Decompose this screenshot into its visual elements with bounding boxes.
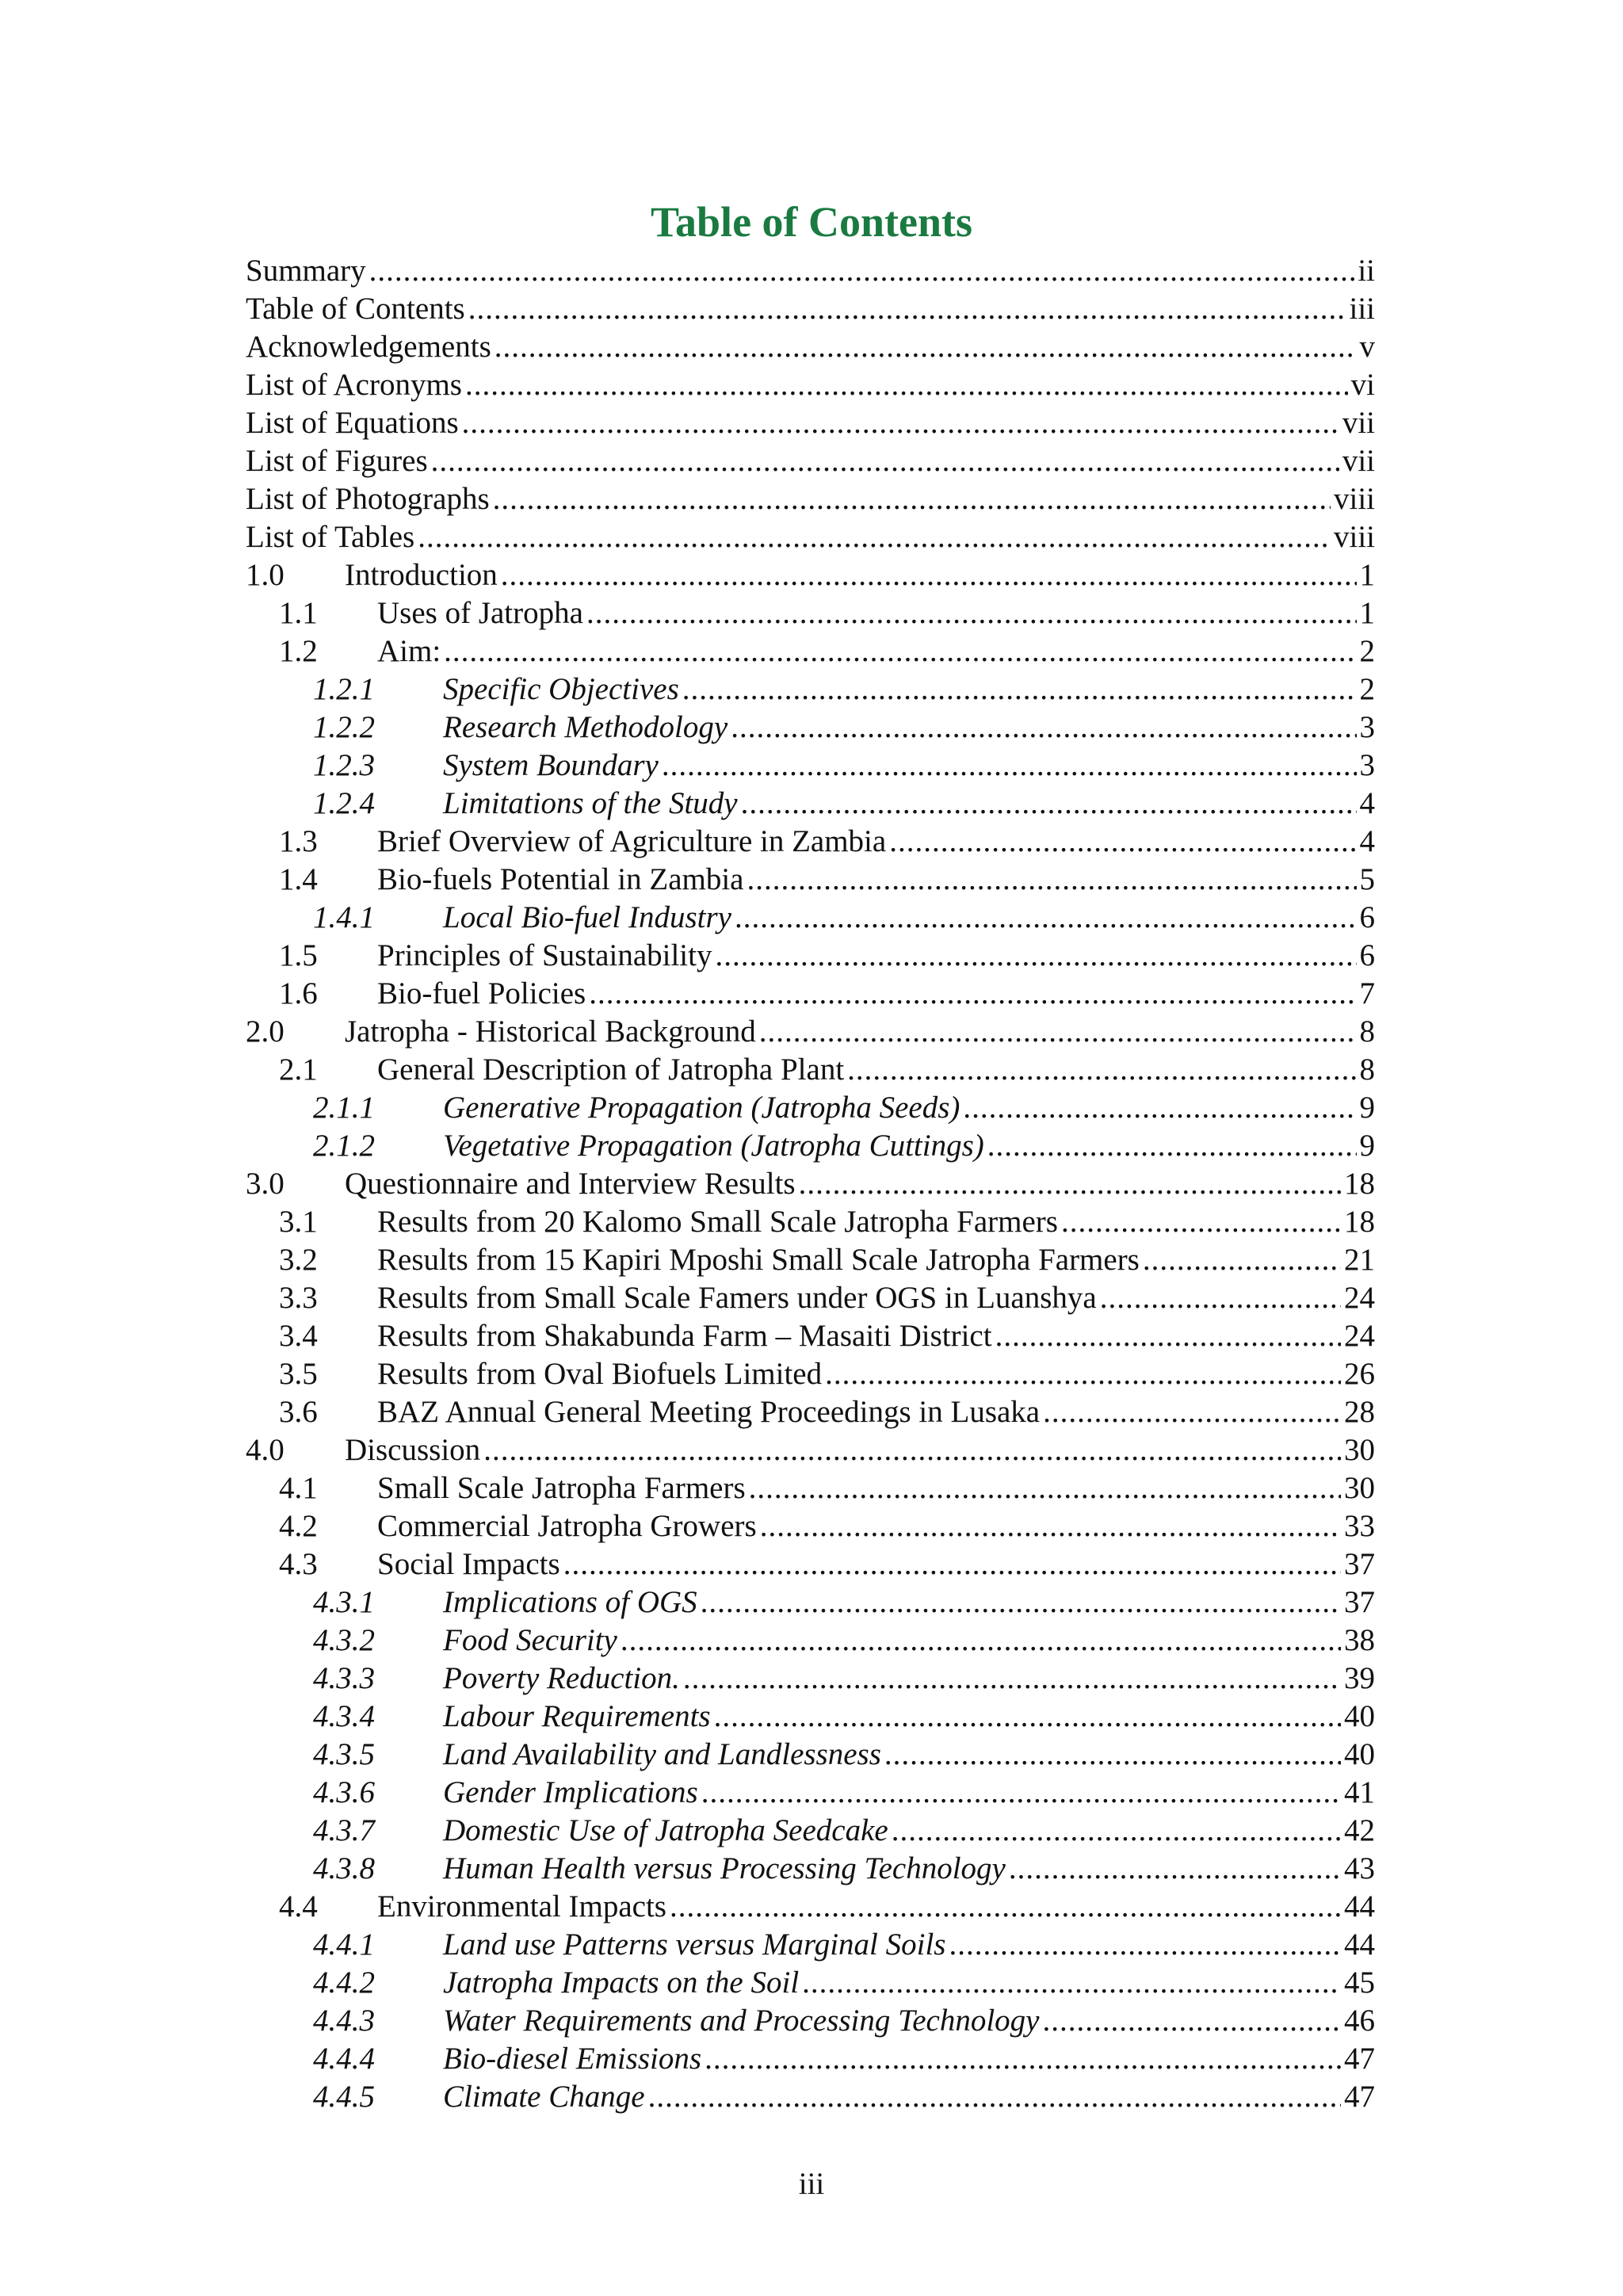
toc-entry-label: Generative Propagation (Jatropha Seeds)	[443, 1091, 960, 1125]
toc-entry-page: 42	[1344, 1813, 1375, 1847]
toc-entry-label: Implications of OGS	[443, 1585, 697, 1619]
toc-entry-label: Results from 15 Kapiri Mposhi Small Scale Jatropha Farmers	[377, 1243, 1140, 1277]
toc-dot-leader	[847, 1051, 1356, 1089]
toc-entry-label: Poverty Reduction.	[443, 1661, 680, 1695]
toc-entry[interactable]	[313, 1774, 1375, 1812]
toc-entry[interactable]	[279, 1545, 1375, 1584]
toc-dot-leader	[987, 1127, 1357, 1165]
toc-dot-leader	[468, 290, 1346, 328]
toc-dot-leader	[444, 632, 1356, 670]
toc-entry-label: Vegetative Propagation (Jatropha Cuttings)	[443, 1129, 984, 1163]
toc-entry[interactable]	[246, 442, 1375, 480]
toc-dot-leader	[495, 328, 1357, 366]
toc-dot-leader	[749, 1469, 1341, 1507]
toc-entry[interactable]	[279, 1279, 1375, 1317]
toc-entry-number: 3.3	[279, 1281, 318, 1315]
toc-entry-number: 1.2.2	[313, 710, 375, 744]
toc-dot-leader	[1043, 1393, 1341, 1431]
toc-entry-page: 37	[1344, 1585, 1375, 1619]
toc-dot-leader	[465, 366, 1348, 404]
toc-entry-number: 4.1	[279, 1471, 318, 1505]
toc-entry-label: List of Acronyms	[246, 368, 462, 402]
toc-dot-leader	[431, 442, 1339, 480]
toc-entry-number: 4.3.7	[313, 1813, 375, 1847]
toc-entry-label: Brief Overview of Agriculture in Zambia	[377, 824, 887, 858]
toc-entry-label: Human Health versus Processing Technology	[443, 1851, 1006, 1885]
toc-dot-leader	[741, 785, 1357, 823]
toc-entry-number: 1.0	[246, 558, 285, 592]
toc-entry-number: 4.3.2	[313, 1623, 375, 1657]
toc-entry-label: Questionnaire and Interview Results	[345, 1167, 796, 1201]
toc-entry-page: 2	[1359, 634, 1375, 668]
toc-entry-label: Principles of Sustainability	[377, 938, 712, 972]
toc-entry-label: Local Bio-fuel Industry	[443, 900, 731, 934]
toc-entry-label: BAZ Annual General Meeting Proceedings in Lusaka	[377, 1395, 1041, 1429]
toc-dot-leader	[1061, 1203, 1341, 1241]
toc-entry-page: 21	[1344, 1243, 1375, 1277]
toc-entry[interactable]	[246, 328, 1375, 366]
toc-entry-page: 4	[1359, 824, 1375, 858]
toc-entry-number: 1.4.1	[313, 900, 375, 934]
toc-entry[interactable]	[313, 1964, 1375, 2002]
toc-entry[interactable]	[313, 1660, 1375, 1698]
toc-entry-number: 4.4.3	[313, 2004, 375, 2038]
toc-entry[interactable]	[246, 290, 1375, 328]
toc-entry[interactable]	[279, 1241, 1375, 1279]
toc-entry-page: 40	[1344, 1699, 1375, 1733]
toc-entry-page: 8	[1359, 1014, 1375, 1049]
toc-entry[interactable]	[246, 556, 1375, 594]
toc-entry-label: Labour Requirements	[443, 1699, 711, 1733]
toc-dot-leader	[802, 1964, 1341, 2002]
toc-entry[interactable]	[279, 1203, 1375, 1241]
toc-dot-leader	[889, 823, 1356, 861]
toc-entry-number: 4.4.4	[313, 2042, 375, 2076]
toc-entry[interactable]	[313, 899, 1375, 937]
toc-entry-page: 6	[1359, 900, 1375, 934]
toc-entry[interactable]	[246, 1431, 1375, 1469]
toc-entry-page: 1	[1359, 596, 1375, 630]
toc-entry[interactable]	[246, 480, 1375, 518]
toc-entry-label: Results from 20 Kalomo Small Scale Jatropha Farmers	[377, 1205, 1058, 1239]
toc-entry-number: 4.3.6	[313, 1775, 375, 1809]
toc-entry-page: 26	[1344, 1357, 1375, 1391]
toc-dot-leader	[462, 404, 1339, 442]
toc-entry-page: 6	[1359, 938, 1375, 972]
toc-entry-label: Bio-fuel Policies	[377, 976, 586, 1010]
toc-dot-leader	[884, 1736, 1341, 1774]
toc-entry[interactable]	[246, 366, 1375, 404]
toc-dot-leader	[731, 709, 1356, 747]
toc-entry[interactable]	[313, 2002, 1375, 2040]
page-title: Table of Contents	[650, 198, 973, 246]
toc-entry-page: 44	[1344, 1889, 1375, 1924]
toc-entry-number: 1.2.3	[313, 748, 375, 782]
toc-entry-number: 1.2.4	[313, 786, 375, 820]
toc-entry[interactable]	[313, 1812, 1375, 1850]
toc-entry-label: System Boundary	[443, 748, 659, 782]
toc-entry-page: 2	[1359, 672, 1375, 706]
toc-entry-number: 4.4.5	[313, 2080, 375, 2114]
toc-dot-leader	[683, 1660, 1341, 1698]
toc-dot-leader	[715, 937, 1356, 975]
toc-entry[interactable]	[279, 937, 1375, 975]
toc-entry-page: 39	[1344, 1661, 1375, 1695]
toc-entry-page: viii	[1333, 482, 1375, 516]
toc-entry-label: List of Tables	[246, 520, 415, 554]
toc-entry[interactable]	[246, 404, 1375, 442]
toc-entry-page: 28	[1344, 1395, 1375, 1429]
toc-entry[interactable]	[279, 594, 1375, 632]
toc-entry-label: List of Photographs	[246, 482, 490, 516]
toc-dot-leader	[586, 594, 1357, 632]
toc-entry[interactable]	[246, 1013, 1375, 1051]
toc-entry[interactable]	[279, 632, 1375, 670]
toc-entry[interactable]	[279, 1051, 1375, 1089]
toc-entry-page: iii	[1349, 292, 1375, 326]
toc-dot-leader	[621, 1622, 1341, 1660]
toc-entry[interactable]	[279, 1355, 1375, 1393]
toc-dot-leader	[501, 556, 1357, 594]
toc-entry-number: 2.0	[246, 1014, 285, 1049]
toc-entry-page: 8	[1359, 1052, 1375, 1087]
toc-entry-label: Aim:	[377, 634, 441, 668]
toc-dot-leader	[963, 1089, 1356, 1127]
toc-entry[interactable]	[313, 1926, 1375, 1964]
toc-dot-leader	[483, 1431, 1341, 1469]
toc-entry-page: 47	[1344, 2080, 1375, 2114]
toc-entry-label: List of Figures	[246, 444, 428, 478]
toc-entry-number: 3.2	[279, 1243, 318, 1277]
toc-entry-number: 3.4	[279, 1319, 318, 1353]
toc-dot-leader	[747, 861, 1357, 899]
toc-entry-number: 1.2	[279, 634, 318, 668]
toc-entry-page: vii	[1342, 444, 1375, 478]
toc-entry-page: viii	[1333, 520, 1375, 554]
toc-dot-leader	[589, 975, 1356, 1013]
toc-entry-page: 18	[1344, 1205, 1375, 1239]
toc-dot-leader	[563, 1545, 1341, 1584]
toc-entry-label: Discussion	[345, 1433, 481, 1467]
toc-entry-page: vii	[1342, 406, 1375, 440]
toc-entry[interactable]	[313, 1622, 1375, 1660]
toc-dot-leader	[369, 252, 1355, 290]
toc-entry[interactable]	[279, 1393, 1375, 1431]
toc-dot-leader	[648, 2078, 1341, 2116]
toc-entry-label: Acknowledgements	[246, 330, 491, 364]
toc-entry-number: 1.4	[279, 862, 318, 896]
toc-entry-label: Small Scale Jatropha Farmers	[377, 1471, 746, 1505]
toc-entry-number: 3.1	[279, 1205, 318, 1239]
toc-entry-page: 46	[1344, 2004, 1375, 2038]
toc-dot-leader	[892, 1812, 1341, 1850]
toc-entry-label: Jatropha Impacts on the Soil	[443, 1966, 800, 2000]
toc-entry-number: 4.2	[279, 1509, 318, 1543]
toc-dot-leader	[1143, 1241, 1341, 1279]
toc-entry-number: 1.3	[279, 824, 318, 858]
toc-entry-number: 1.2.1	[313, 672, 375, 706]
toc-entry[interactable]	[313, 2040, 1375, 2078]
toc-entry[interactable]	[313, 1736, 1375, 1774]
toc-dot-leader	[1100, 1279, 1341, 1317]
toc-dot-leader	[701, 1774, 1341, 1812]
toc-entry[interactable]	[279, 823, 1375, 861]
toc-entry-label: Social Impacts	[377, 1547, 560, 1581]
toc-entry-page: vi	[1350, 368, 1375, 402]
toc-entry-label: Results from Oval Biofuels Limited	[377, 1357, 823, 1391]
toc-entry-page: 9	[1359, 1091, 1375, 1125]
toc-entry-page: 37	[1344, 1547, 1375, 1581]
toc-entry-page: 24	[1344, 1319, 1375, 1353]
toc-entry[interactable]	[279, 1317, 1375, 1355]
toc-entry-label: Specific Objectives	[443, 672, 679, 706]
toc-entry-label: Land Availability and Landlessness	[443, 1737, 881, 1771]
toc-entry-label: Introduction	[345, 558, 498, 592]
toc-dot-leader	[949, 1926, 1341, 1964]
toc-entry[interactable]	[279, 1888, 1375, 1926]
toc-dot-leader	[705, 2040, 1341, 2078]
toc-entry[interactable]	[313, 709, 1375, 747]
toc-dot-leader	[995, 1317, 1341, 1355]
toc-entry-page: 30	[1344, 1471, 1375, 1505]
toc-entry-page: 18	[1344, 1167, 1375, 1201]
toc-entry-label: Research Methodology	[443, 710, 728, 744]
toc-entry-label: Summary	[246, 254, 366, 288]
toc-entry[interactable]	[313, 1584, 1375, 1622]
toc-entry-number: 4.3.5	[313, 1737, 375, 1771]
toc-entry-page: 44	[1344, 1927, 1375, 1962]
toc-dot-leader	[714, 1698, 1341, 1736]
toc-entry-label: Uses of Jatropha	[377, 596, 583, 630]
toc-dot-leader	[735, 899, 1357, 937]
toc-dot-leader	[759, 1013, 1357, 1051]
toc-entry-page: 33	[1344, 1509, 1375, 1543]
toc-dot-leader	[682, 670, 1357, 709]
toc-entry-label: Environmental Impacts	[377, 1889, 666, 1924]
toc-entry-page: 9	[1359, 1129, 1375, 1163]
toc-entry-page: 41	[1344, 1775, 1375, 1809]
toc-entry[interactable]	[279, 861, 1375, 899]
toc-entry[interactable]	[246, 518, 1375, 556]
toc-entry-label: Food Security	[443, 1623, 617, 1657]
toc-entry-label: List of Equations	[246, 406, 459, 440]
toc-entry-number: 4.3.3	[313, 1661, 375, 1695]
toc-entry-page: 4	[1359, 786, 1375, 820]
toc-dot-leader	[662, 747, 1357, 785]
toc-dot-leader	[1042, 2002, 1341, 2040]
toc-entry[interactable]	[313, 1089, 1375, 1127]
toc-dot-leader	[825, 1355, 1341, 1393]
toc-entry-label: Bio-fuels Potential in Zambia	[377, 862, 744, 896]
toc-entry[interactable]	[313, 2078, 1375, 2116]
toc-entry-label: Results from Shakabunda Farm – Masaiti District	[377, 1319, 992, 1353]
page-number: iii	[798, 2167, 825, 2201]
toc-entry-label: Climate Change	[443, 2080, 645, 2114]
toc-entry[interactable]	[246, 1165, 1375, 1203]
toc-entry-number: 4.0	[246, 1433, 285, 1467]
toc-entry-number: 1.1	[279, 596, 318, 630]
toc-entry-page: 5	[1359, 862, 1375, 896]
toc-entry-page: 3	[1359, 748, 1375, 782]
toc-entry[interactable]	[313, 785, 1375, 823]
toc-entry-label: Results from Small Scale Famers under OGS in Luanshya	[377, 1281, 1097, 1315]
toc-entry-page: 24	[1344, 1281, 1375, 1315]
toc-entry[interactable]	[313, 670, 1375, 709]
toc-entry-page: 3	[1359, 710, 1375, 744]
toc-entry-page: 43	[1344, 1851, 1375, 1885]
toc-entry-page: 38	[1344, 1623, 1375, 1657]
toc-entry-label: Domestic Use of Jatropha Seedcake	[443, 1813, 888, 1847]
toc-entry-page: 47	[1344, 2042, 1375, 2076]
toc-entry[interactable]	[313, 1850, 1375, 1888]
toc-entry-page: 30	[1344, 1433, 1375, 1467]
toc-dot-leader	[670, 1888, 1341, 1926]
toc-dot-leader	[760, 1507, 1341, 1545]
toc-entry-number: 2.1	[279, 1052, 318, 1087]
toc-entry-number: 1.5	[279, 938, 318, 972]
toc-dot-leader	[418, 518, 1331, 556]
toc-dot-leader	[1009, 1850, 1341, 1888]
toc-entry-number: 1.6	[279, 976, 318, 1010]
toc-entry-label: Land use Patterns versus Marginal Soils	[443, 1927, 946, 1962]
toc-entry-number: 4.4.1	[313, 1927, 375, 1962]
toc-entry[interactable]	[279, 1469, 1375, 1507]
toc-entry-label: Water Requirements and Processing Technology	[443, 2004, 1040, 2038]
toc-entry-label: Gender Implications	[443, 1775, 698, 1809]
toc-entry-page: 7	[1359, 976, 1375, 1010]
toc-entry-number: 4.4.2	[313, 1966, 375, 2000]
toc-entry-page: 40	[1344, 1737, 1375, 1771]
toc-entry-number: 4.3.8	[313, 1851, 375, 1885]
toc-dot-leader	[493, 480, 1331, 518]
toc-entry-page: 45	[1344, 1966, 1375, 2000]
toc-entry-label: Commercial Jatropha Growers	[377, 1509, 757, 1543]
toc-entry-number: 4.4	[279, 1889, 318, 1924]
toc-entry-number: 4.3.1	[313, 1585, 375, 1619]
toc-entry-page: v	[1359, 330, 1375, 364]
toc-entry-label: General Description of Jatropha Plant	[377, 1052, 845, 1087]
toc-entry[interactable]	[313, 747, 1375, 785]
toc-dot-leader	[799, 1165, 1341, 1203]
toc-entry-number: 3.5	[279, 1357, 318, 1391]
toc-entry-number: 2.1.1	[313, 1091, 375, 1125]
toc-entry-label: Limitations of the Study	[443, 786, 738, 820]
toc-entry-number: 4.3	[279, 1547, 318, 1581]
toc-entry[interactable]	[313, 1127, 1375, 1165]
toc-entry-label: Jatropha - Historical Background	[345, 1014, 756, 1049]
toc-entry[interactable]	[313, 1698, 1375, 1736]
toc-entry-number: 2.1.2	[313, 1129, 375, 1163]
toc-entry-label: Bio-diesel Emissions	[443, 2042, 702, 2076]
toc-entry[interactable]	[279, 1507, 1375, 1545]
toc-entry-page: 1	[1359, 558, 1375, 592]
toc-entry[interactable]	[279, 975, 1375, 1013]
toc-entry-number: 3.6	[279, 1395, 318, 1429]
toc-entry[interactable]	[246, 252, 1375, 290]
toc-entry-number: 3.0	[246, 1167, 285, 1201]
toc-dot-leader	[701, 1584, 1341, 1622]
toc-entry-number: 4.3.4	[313, 1699, 375, 1733]
toc-entry-page: ii	[1358, 254, 1375, 288]
toc-entry-label: Table of Contents	[246, 292, 465, 326]
